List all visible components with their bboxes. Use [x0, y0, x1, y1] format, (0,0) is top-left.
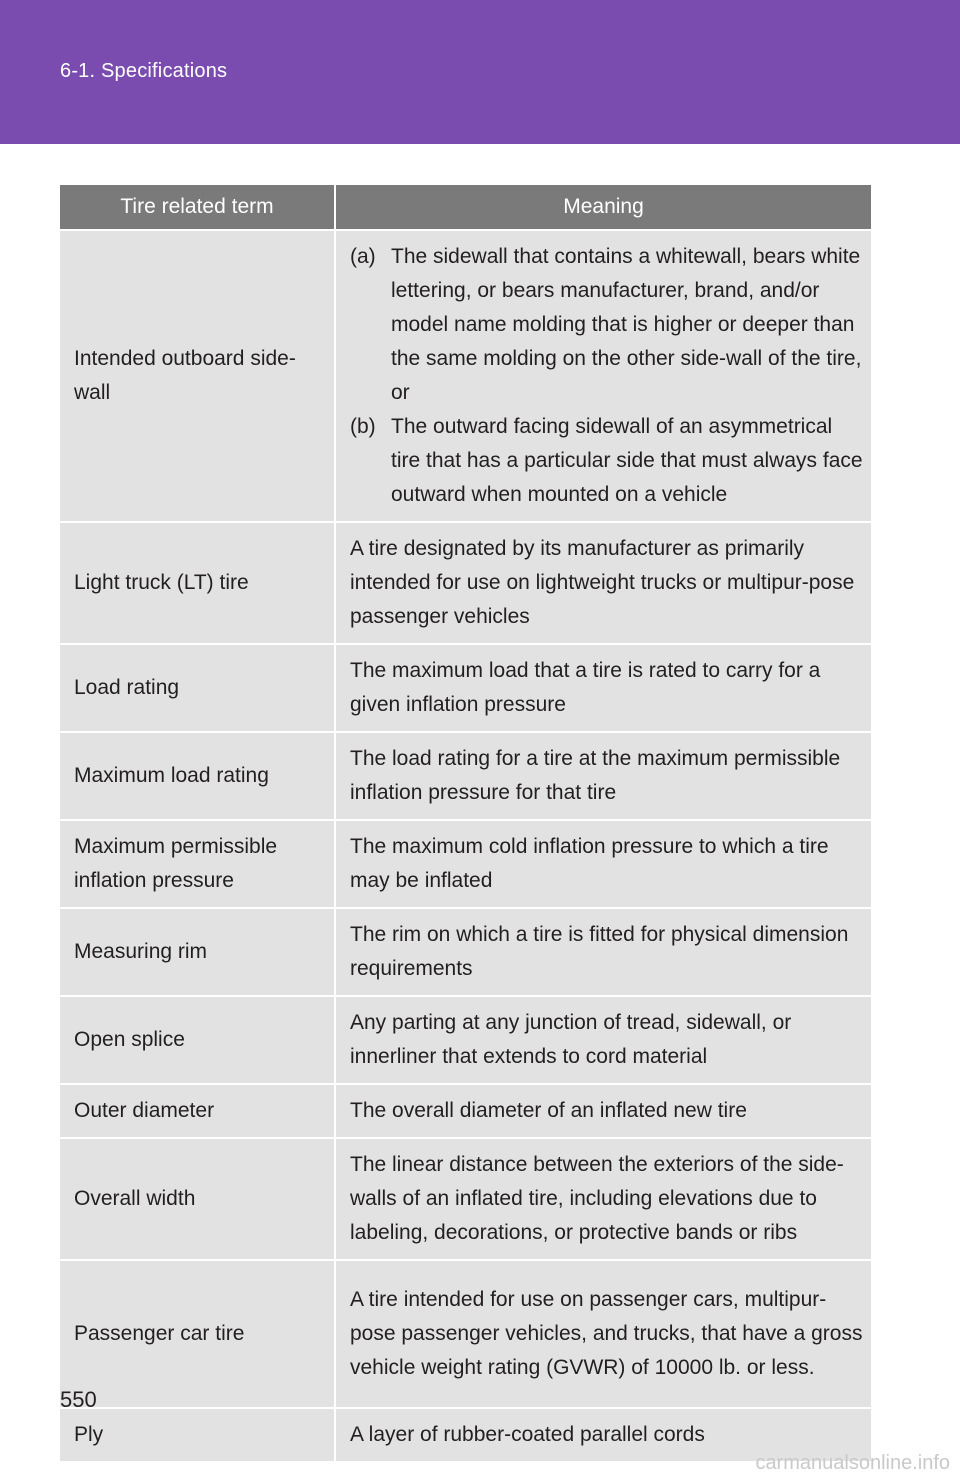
meaning-cell: Any parting at any junction of tread, sidewall, or innerliner that extends to cord material	[335, 996, 871, 1084]
list-marker: (b)	[350, 415, 376, 438]
list-item-text: The outward facing sidewall of an asymmetrical tire that has a particular side that must always face outward when mounted on a vehicle	[391, 415, 863, 506]
meaning-cell: The linear distance between the exteriors of the side-walls of an inflated tire, including elevations due to labeling, decorations, or protective bands or ribs	[335, 1138, 871, 1260]
term-cell: Measuring rim	[60, 908, 335, 996]
meaning-cell: The rim on which a tire is fitted for physical dimension requirements	[335, 908, 871, 996]
meaning-cell: A layer of rubber-coated parallel cords	[335, 1408, 871, 1461]
meaning-cell: The overall diameter of an inflated new tire	[335, 1084, 871, 1138]
term-cell: Light truck (LT) tire	[60, 522, 335, 644]
section-title: 6-1. Specifications	[60, 60, 228, 82]
table-row	[60, 1138, 871, 1260]
meaning-cell: The maximum cold inflation pressure to which a tire may be inflated	[335, 820, 871, 908]
list-item	[350, 410, 865, 512]
watermark: carmanualsonline.info	[755, 1452, 950, 1474]
table-row	[60, 1084, 871, 1138]
meaning-cell: The load rating for a tire at the maximum permissible inflation pressure for that tire	[335, 732, 871, 820]
table-row	[60, 644, 871, 732]
table-header-row	[60, 185, 871, 230]
term-cell: Intended outboard side-wall	[60, 230, 335, 522]
list-item-text: The sidewall that contains a whitewall, bears white lettering, or bears manufacturer, brand, and/or model name molding that is higher or deeper than the same molding on the other side-wall of the tire, or	[391, 245, 862, 404]
meaning-cell	[335, 230, 871, 522]
meaning-list	[350, 240, 865, 512]
list-item	[350, 240, 865, 410]
tire-terms-table	[60, 185, 871, 1461]
term-cell: Passenger car tire	[60, 1260, 335, 1408]
table-row	[60, 230, 871, 522]
list-marker: (a)	[350, 245, 376, 268]
header-band	[0, 0, 960, 144]
page-number: 550	[60, 1387, 97, 1412]
table-row	[60, 1260, 871, 1408]
table-row	[60, 996, 871, 1084]
term-cell: Maximum load rating	[60, 732, 335, 820]
meaning-cell: A tire designated by its manufacturer as primarily intended for use on lightweight trucks or multipur-pose passenger vehicles	[335, 522, 871, 644]
table-row	[60, 732, 871, 820]
term-cell: Ply	[60, 1408, 335, 1461]
term-cell: Load rating	[60, 644, 335, 732]
column-header-term: Tire related term	[60, 185, 335, 230]
table-row	[60, 908, 871, 996]
term-cell: Overall width	[60, 1138, 335, 1260]
table-row	[60, 820, 871, 908]
table-row	[60, 522, 871, 644]
table-row	[60, 1408, 871, 1461]
term-cell: Outer diameter	[60, 1084, 335, 1138]
term-cell: Maximum permissible inflation pressure	[60, 820, 335, 908]
meaning-cell: The maximum load that a tire is rated to carry for a given inflation pressure	[335, 644, 871, 732]
meaning-cell: A tire intended for use on passenger cars, multipur-pose passenger vehicles, and trucks, that have a gross vehicle weight rating (GVWR) of 10000 lb. or less.	[335, 1260, 871, 1408]
column-header-meaning: Meaning	[335, 185, 871, 230]
term-cell: Open splice	[60, 996, 335, 1084]
